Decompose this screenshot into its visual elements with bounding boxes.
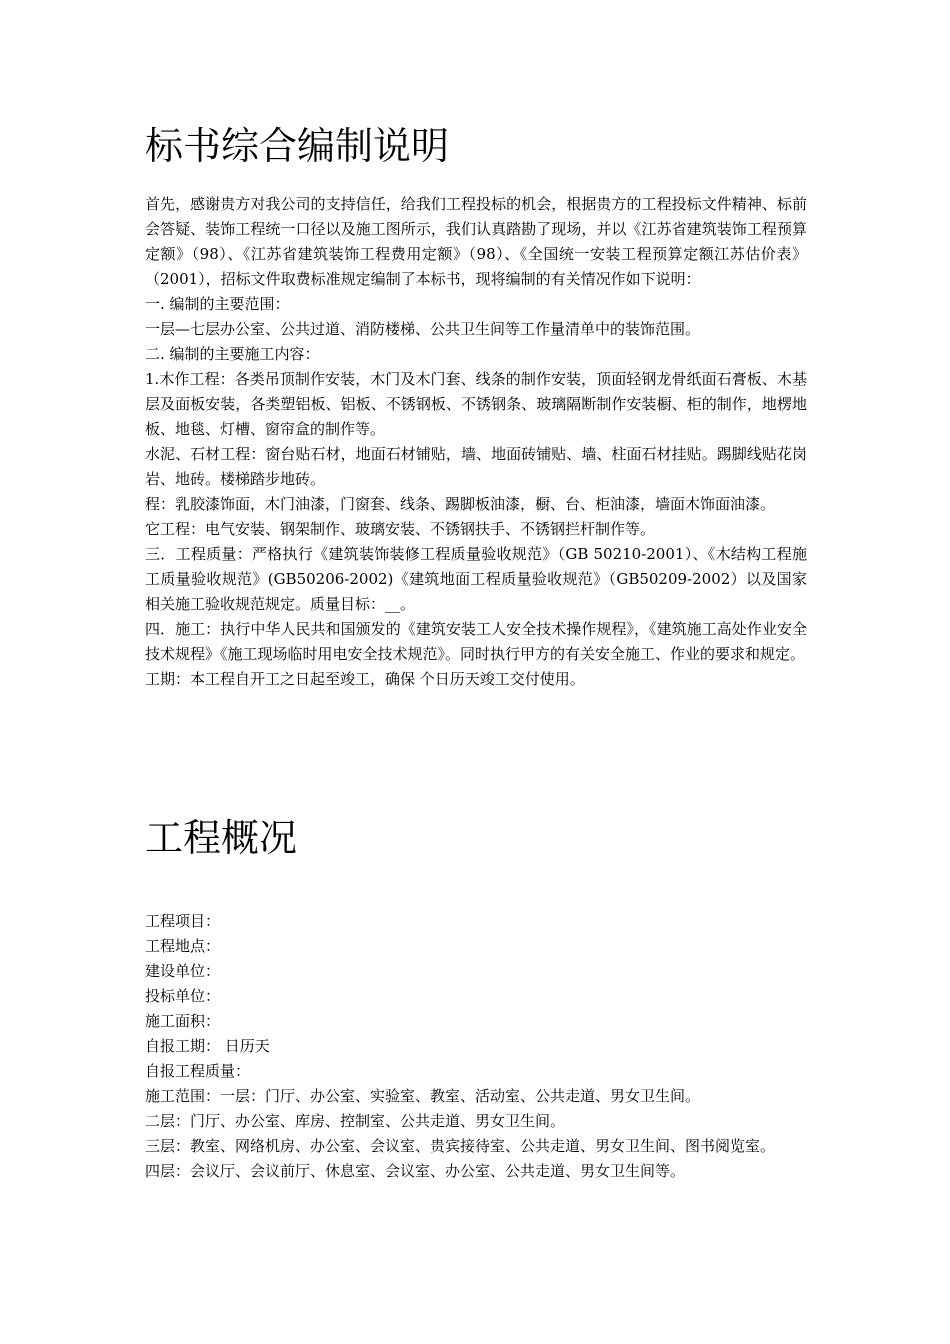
field-scope-floor-2: 二层：门厅、办公室、库房、控制室、公共走道、男女卫生间。 [145, 1112, 566, 1130]
field-bidder: 投标单位： [145, 987, 221, 1005]
field-scope-floor-4: 四层：会议厅、会议前厅、休息室、会议室、办公室、公共走道、男女卫生间等。 [145, 1162, 686, 1180]
field-project-location: 工程地点： [145, 937, 221, 955]
paragraph-schedule: 工期：本工程自开工之日起至竣工，确保 个日历天竣工交付使用。 [145, 670, 585, 688]
paragraph-quality: 三．工程质量：严格执行《建筑装饰装修工程质量验收规范》（GB 50210-2001）、《木结构工程施工质量验收规范》(GB50206-2002)《建筑地面工程质量验收规范》（GB50209-2002）以及国家相关施工验收规范规定。质量目标：__。 [145, 545, 807, 613]
project-overview-body [145, 909, 807, 1184]
paragraph-woodwork: 1.木作工程：各类吊顶制作安装，木门及木门套、线条的制作安装，顶面轻钢龙骨纸面石膏板、木基层及面板安装，各类塑铝板、铝板、不锈钢板、不锈钢条、玻璃隔断制作安装橱、柜的制作，地楞地板、地毯、灯槽、窗帘盒的制作等。 [145, 370, 807, 438]
field-quality: 自报工程质量： [145, 1062, 251, 1080]
field-scope-floor-3: 三层：教室、网络机房、办公室、会议室、贵宾接待室、公共走道、男女卫生间、图书阅览室。 [145, 1137, 776, 1155]
paragraph-content-heading: 二. 编制的主要施工内容： [145, 345, 320, 363]
section-title-bid-description: 标书综合编制说明 [145, 124, 450, 168]
paragraph-stonework: 水泥、石材工程：窗台贴石材，地面石材铺贴，墙、地面砖铺贴、墙、柱面石材挂贴。踢脚线贴花岗岩、地砖。楼梯踏步地砖。 [145, 445, 807, 488]
paragraph-safety: 四．施工：执行中华人民共和国颁发的《建筑安装工人安全技术操作规程》，《建筑施工高处作业安全技术规程》《施工现场临时用电安全技术规范》。同时执行甲方的有关安全施工、作业的要求和规定。 [145, 620, 807, 663]
paragraph-other-works: 它工程：电气安装、钢架制作、玻璃安装、不锈钢扶手、不锈钢拦杆制作等。 [145, 520, 656, 538]
paragraph-painting: 程：乳胶漆饰面，木门油漆，门窗套、线条、踢脚板油漆，橱、台、柜油漆，墙面木饰面油漆。 [145, 495, 776, 513]
field-construction-area: 施工面积： [145, 1012, 221, 1030]
paragraph-scope-heading: 一. 编制的主要范围： [145, 295, 290, 313]
field-scope-floor-1: 施工范围：一层：门厅、办公室、实验室、教室、活动室、公共走道、男女卫生间。 [145, 1087, 701, 1105]
bid-description-body [145, 192, 807, 692]
paragraph-intro: 首先，感谢贵方对我公司的支持信任，给我们工程投标的机会，根据贵方的工程投标文件精神、标前会答疑、装饰工程统一口径以及施工图所示，我们认真踏勘了现场，并以《江苏省建筑装饰工程预算定额》（98）、《江苏省建筑装饰工程费用定额》（98）、《全国统一安装工程预算定额江苏估价表》（2001），招标文件取费标准规定编制了本标书，现将编制的有关情况作如下说明： [145, 195, 807, 288]
field-project-name: 工程项目： [145, 912, 221, 930]
paragraph-scope: 一层—七层办公室、公共过道、消防楼梯、公共卫生间等工作量清单中的装饰范围。 [145, 320, 701, 338]
section-title-project-overview: 工程概况 [145, 816, 298, 860]
field-schedule: 自报工期： 日历天 [145, 1037, 270, 1055]
field-client: 建设单位： [145, 962, 221, 980]
